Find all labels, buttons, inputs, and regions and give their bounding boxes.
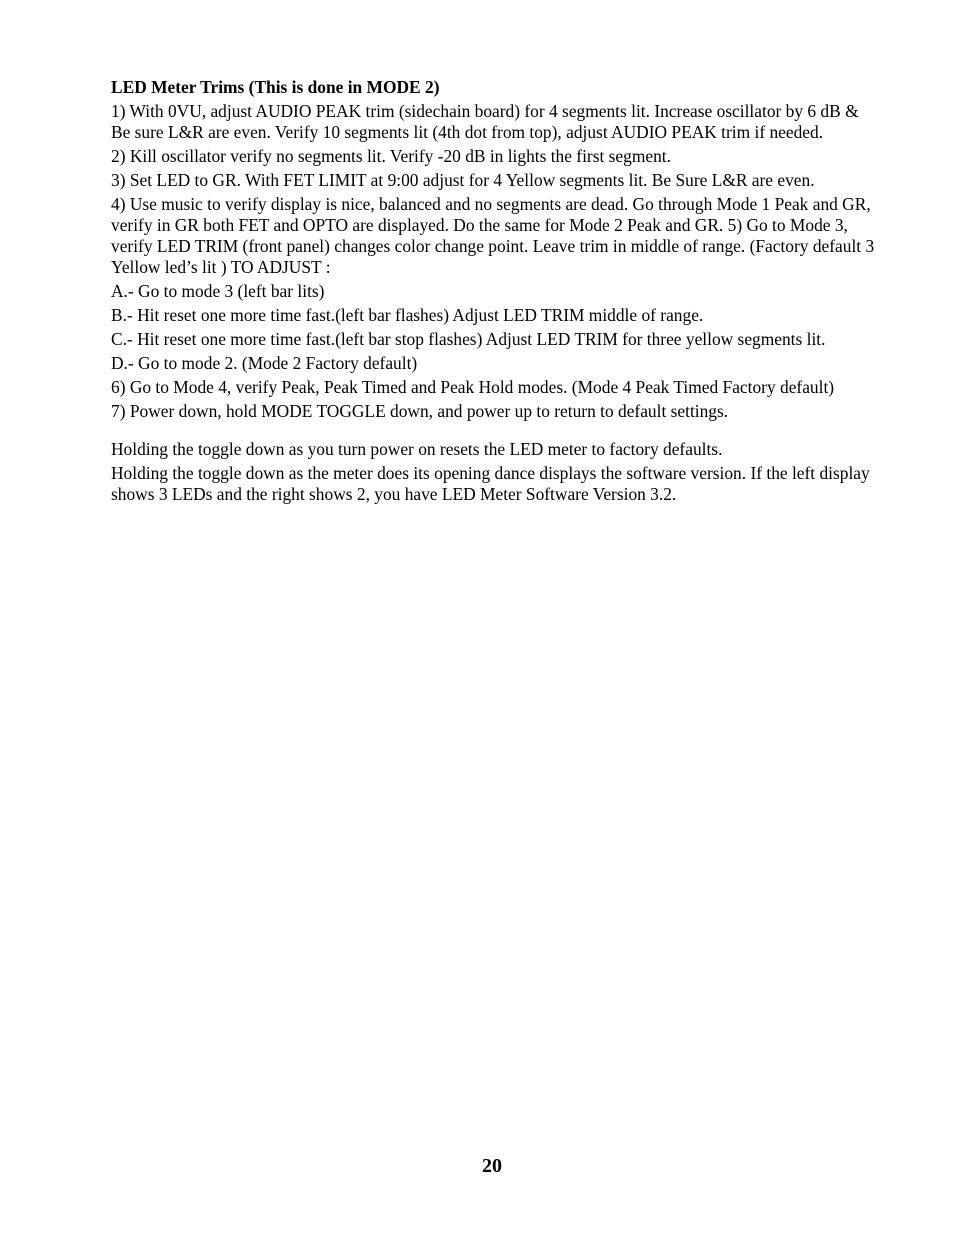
step-d: D.- Go to mode 2. (Mode 2 Factory default) [111, 353, 418, 373]
step-7: 7) Power down, hold MODE TOGGLE down, and power up to return to default settings. [111, 401, 729, 421]
step-a: A.- Go to mode 3 (left bar lits) [111, 281, 325, 301]
step-6: 6) Go to Mode 4, verify Peak, Peak Timed and Peak Hold modes. (Mode 4 Peak Timed Factory default) [111, 377, 835, 397]
page-number: 20 [482, 1155, 502, 1177]
paragraph-spacer [111, 425, 876, 439]
section-heading: LED Meter Trims (This is done in MODE 2) [111, 77, 440, 97]
step-4: 4) Use music to verify display is nice, balanced and no segments are dead. Go through Mode 1 Peak and GR, verify in GR both FET and OPTO are displayed. Do the same for Mode 2 Peak and GR. 5) Go to Mode 3, verify LED TRIM (front panel) changes color change point. Leave trim in middle of range. (Factory default 3 Yellow led’s lit ) TO ADJUST : [111, 194, 875, 277]
document-body [111, 77, 876, 508]
step-3: 3) Set LED to GR. With FET LIMIT at 9:00 adjust for 4 Yellow segments lit. Be Sure L&R are even. [111, 170, 815, 190]
step-b: B.- Hit reset one more time fast.(left bar flashes) Adjust LED TRIM middle of range. [111, 305, 704, 325]
step-c: C.- Hit reset one more time fast.(left bar stop flashes) Adjust LED TRIM for three yellow segments lit. [111, 329, 826, 349]
step-2: 2) Kill oscillator verify no segments lit. Verify -20 dB in lights the first segment. [111, 146, 671, 166]
note-factory-reset: Holding the toggle down as you turn power on resets the LED meter to factory defaults. [111, 439, 723, 459]
note-software-version: Holding the toggle down as the meter does its opening dance displays the software version. If the left display shows 3 LEDs and the right shows 2, you have LED Meter Software Version 3.2. [111, 463, 870, 504]
step-1: 1) With 0VU, adjust AUDIO PEAK trim (sidechain board) for 4 segments lit. Increase oscillator by 6 dB & Be sure L&R are even. Verify 10 segments lit (4th dot from top), adjust AUDIO PEAK trim if needed. [111, 101, 859, 142]
